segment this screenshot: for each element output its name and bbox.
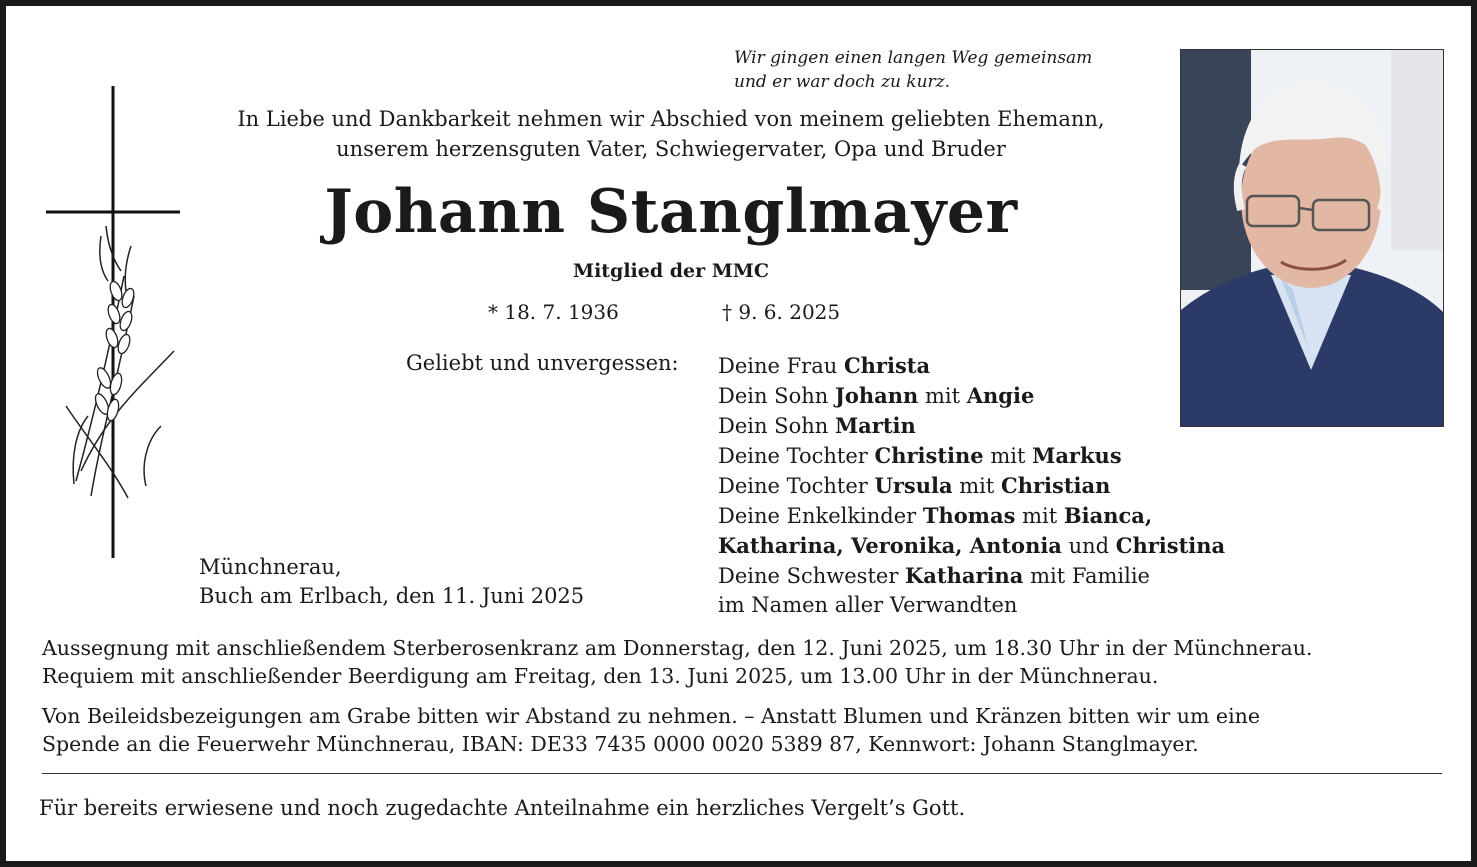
- mourners-list: [718, 351, 1225, 620]
- intro-line: In Liebe und Dankbarkeit nehmen wir Abschied von meinem geliebten Ehemann,: [237, 107, 1105, 131]
- mourner-line: Dein Sohn Johann mit Angie: [718, 383, 1035, 408]
- death-date: † 9. 6. 2025: [722, 300, 841, 324]
- mourner-line: Katharina, Veronika, Antonia und Christina: [718, 533, 1226, 558]
- deceased-name: Johann Stanglmayer: [324, 177, 1018, 247]
- motto-line: und er war doch zu kurz.: [734, 72, 951, 92]
- portrait-photo: [1180, 49, 1444, 427]
- mourner-line: Dein Sohn Martin: [718, 413, 916, 438]
- notice-line: Spende an die Feuerwehr Münchnerau, IBAN: DE33 7435 0000 0020 5389 87, Kennwort: Johann Stanglmayer.: [42, 732, 1199, 756]
- place-line: Buch am Erlbach, den 11. Juni 2025: [199, 584, 585, 608]
- notice-line: Aussegnung mit anschließendem Sterberosenkranz am Donnerstag, den 12. Juni 2025, um 18.30 Uhr in der Münchnerau.: [42, 636, 1313, 660]
- mourner-line: Deine Schwester Katharina mit Familie: [718, 563, 1150, 588]
- divider: [42, 773, 1442, 774]
- funeral-notice: [42, 634, 1312, 690]
- place-and-date: [199, 553, 584, 611]
- mourner-line: Deine Tochter Ursula mit Christian: [718, 473, 1111, 498]
- mourner-line: Deine Enkelkinder Thomas mit Bianca,: [718, 503, 1153, 528]
- intro-text: [156, 104, 1186, 164]
- beloved-label: Geliebt und unvergessen:: [406, 351, 679, 375]
- mourner-line: Deine Frau Christa: [718, 353, 931, 378]
- thanks-text: Für bereits erwiesene und noch zugedachte Anteilnahme ein herzliches Vergelt’s Gott.: [39, 796, 966, 820]
- donation-notice: [42, 702, 1260, 758]
- birth-date: * 18. 7. 1936: [488, 300, 619, 324]
- mourner-line: Deine Tochter Christine mit Markus: [718, 443, 1122, 468]
- mourner-line: im Namen aller Verwandten: [718, 593, 1018, 617]
- membership: Mitglied der MMC: [573, 260, 769, 282]
- place-line: Münchnerau,: [199, 555, 342, 579]
- notice-line: Requiem mit anschließender Beerdigung am Freitag, den 13. Juni 2025, um 13.00 Uhr in der Münchnerau.: [42, 664, 1159, 688]
- notice-line: Von Beileidsbezeigungen am Grabe bitten wir Abstand zu nehmen. – Anstatt Blumen und Kränzen bitten wir um eine: [42, 704, 1260, 728]
- motto: [734, 46, 1092, 94]
- intro-line: unserem herzensguten Vater, Schwiegervater, Opa und Bruder: [336, 137, 1006, 161]
- motto-line: Wir gingen einen langen Weg gemeinsam: [734, 48, 1093, 68]
- portrait-icon: [1181, 50, 1443, 426]
